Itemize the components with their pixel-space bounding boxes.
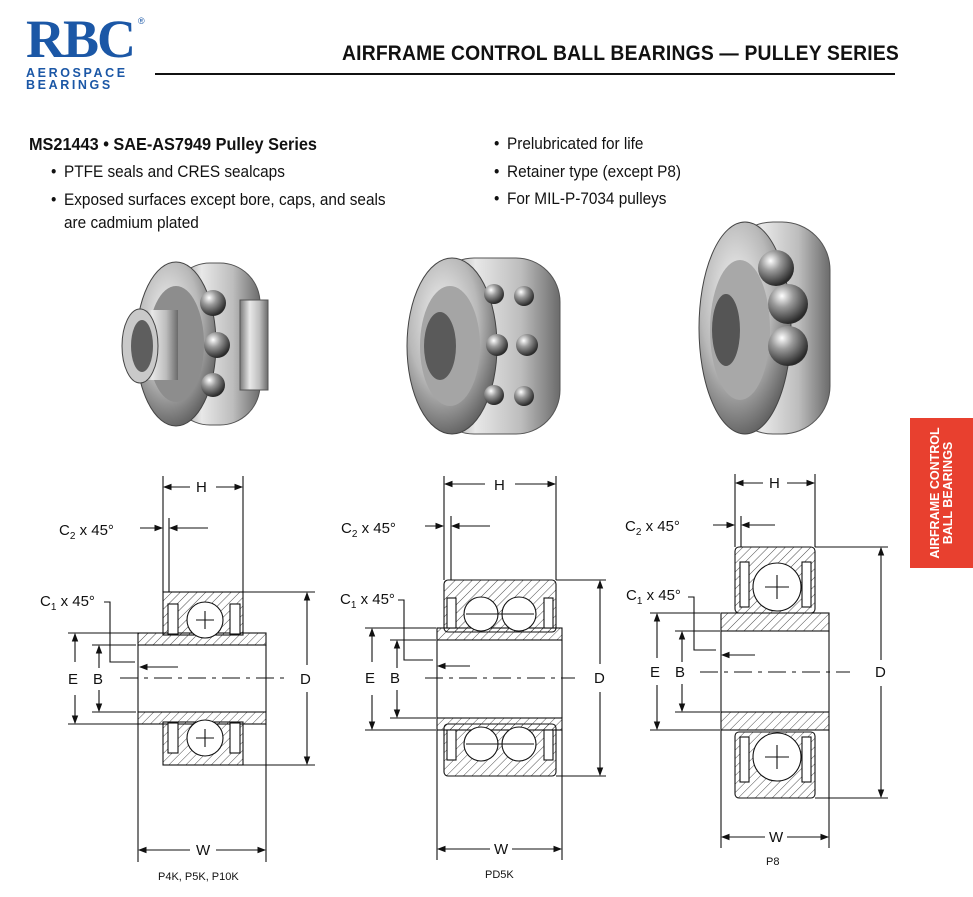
dim-label-d: D bbox=[594, 670, 605, 687]
feature-bullet-retainer: • Retainer type (except P8) bbox=[507, 161, 681, 183]
dim-label-c2: C bbox=[625, 518, 636, 535]
dim-label-e: E bbox=[68, 671, 79, 688]
dim-label-w: W bbox=[494, 841, 509, 858]
svg-text:C2 x 45°: $C_2$ x 45° bbox=[59, 522, 114, 542]
dim-label-c1: C bbox=[340, 591, 351, 608]
drawing-p8 bbox=[650, 474, 888, 848]
dim-label-e: E bbox=[650, 664, 661, 681]
dim-label-b: B bbox=[93, 671, 104, 688]
feature-bullet-mil-spec: • For MIL-P-7034 pulleys bbox=[507, 188, 666, 210]
dim-label-d: D bbox=[875, 664, 886, 681]
drawing-pd5k-labels bbox=[340, 477, 605, 881]
logo-mark: RBC bbox=[26, 9, 135, 69]
dim-label-b: B bbox=[675, 664, 686, 681]
dim-label-h: H bbox=[769, 475, 780, 492]
svg-text:C1 x 45°: $C_1$ x 45° bbox=[340, 591, 395, 611]
logo-line-aerospace: AEROSPACE bbox=[26, 66, 128, 80]
dim-label-c2: C bbox=[341, 520, 352, 537]
feature-bullet-prelubricated: • Prelubricated for life bbox=[507, 133, 643, 155]
figure-caption-p8: P8 bbox=[766, 856, 780, 868]
side-tab-line1: AIRFRAME CONTROL bbox=[927, 427, 942, 559]
dim-label-c1: C bbox=[626, 587, 637, 604]
svg-text:C2 x 45°: $C_2$ x 45° bbox=[341, 520, 396, 540]
svg-text:C1 x 45°: $C_1$ x 45° bbox=[626, 587, 681, 607]
figure-caption-p4k: P4K, P5K, P10K bbox=[158, 871, 239, 883]
logo-line-bearings: BEARINGS bbox=[26, 78, 113, 92]
figure-caption-pd5k: PD5K bbox=[485, 869, 514, 881]
drawing-p4k-labels bbox=[40, 479, 311, 883]
feature-bullet-ptfe: • PTFE seals and CRES sealcaps bbox=[64, 161, 285, 183]
dim-label-e: E bbox=[365, 670, 376, 687]
dim-label-b: B bbox=[390, 670, 401, 687]
dim-label-w: W bbox=[769, 829, 784, 846]
dim-label-c1: C bbox=[40, 593, 51, 610]
drawing-pd5k bbox=[365, 476, 606, 860]
feature-bullet-plating-cont: are cadmium plated bbox=[64, 214, 199, 232]
dim-label-c2: C bbox=[59, 522, 70, 539]
svg-text:C1 x 45°: $C_1$ x 45° bbox=[40, 593, 95, 613]
registered-mark: ® bbox=[138, 16, 145, 26]
feature-bullet-plating: • Exposed surfaces except bore, caps, and seals bbox=[64, 189, 386, 211]
dim-label-h: H bbox=[494, 477, 505, 494]
page-title: AIRFRAME CONTROL BALL BEARINGS — PULLEY SERIES bbox=[342, 42, 899, 65]
dim-label-w: W bbox=[196, 842, 211, 859]
dim-label-h: H bbox=[196, 479, 207, 496]
dim-label-d: D bbox=[300, 671, 311, 688]
series-title: MS21443 • SAE-AS7949 Pulley Series bbox=[29, 134, 317, 154]
side-tab-line2: BALL BEARINGS bbox=[940, 441, 955, 545]
svg-text:C2 x 45°: $C_2$ x 45° bbox=[625, 518, 680, 538]
